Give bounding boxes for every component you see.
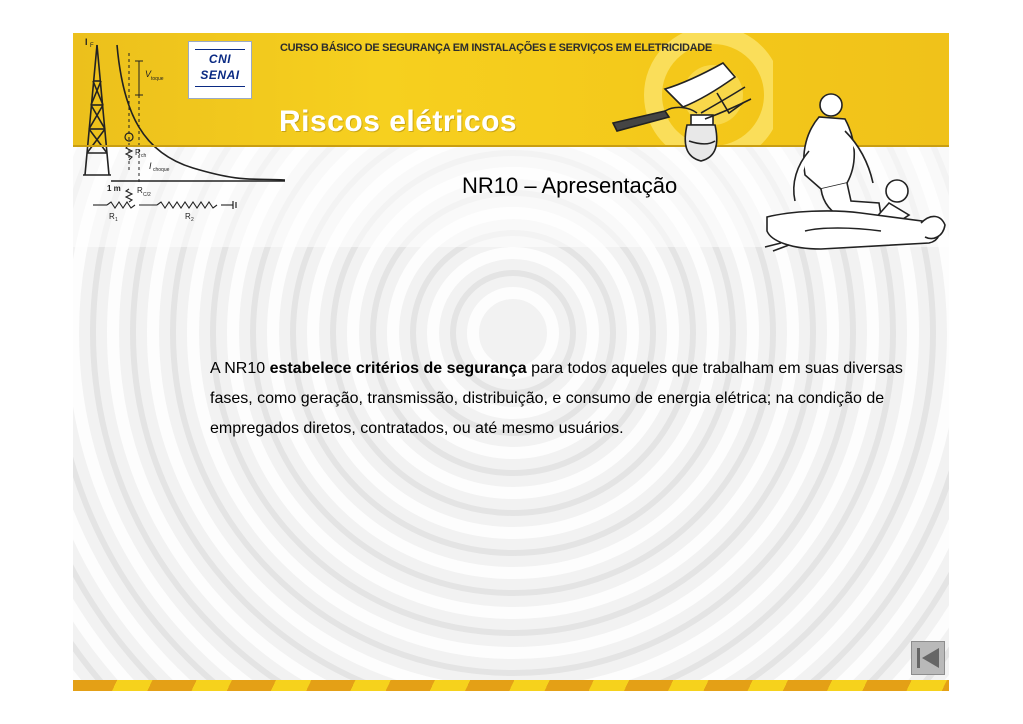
slide <box>73 33 949 691</box>
label-rch-sub: ch <box>141 153 147 159</box>
course-title: CURSO BÁSICO DE SEGURANÇA EM INSTALAÇÕES E SERVIÇOS EM ELETRICIDADE <box>280 42 712 54</box>
label-r1-sub: 1 <box>115 217 118 223</box>
body-text-emphasis: estabelece critérios de segurança <box>269 360 527 377</box>
footer-stripe <box>73 680 949 691</box>
slide-title: NR10 – Apresentação <box>462 173 678 198</box>
label-r2: R <box>185 212 191 221</box>
label-v: V <box>145 69 152 79</box>
logo-cni: CNI <box>208 52 232 66</box>
logo-rule-top <box>195 49 245 50</box>
label-r1: R <box>109 212 115 221</box>
logo-senai: SENAI <box>200 68 240 82</box>
label-v-sub: toque <box>151 76 164 82</box>
cni-senai-logo <box>188 41 252 99</box>
label-r2-sub: 2 <box>191 217 194 223</box>
label-i: I <box>149 161 152 171</box>
logo-rule-bottom <box>195 86 245 87</box>
label-1m: 1 m <box>107 184 121 193</box>
label-if: I <box>85 37 88 47</box>
label-i-sub: choque <box>153 167 170 173</box>
first-aid-illustration <box>761 91 949 257</box>
section-title: Riscos elétricos <box>279 105 518 138</box>
fire-extinguisher-illustration <box>605 53 755 163</box>
label-rch: R <box>135 148 141 157</box>
body-text-intro: A NR10 <box>210 360 270 377</box>
label-if-sub: F <box>90 43 94 49</box>
body-paragraph <box>210 354 910 444</box>
step-voltage-diagram <box>73 33 293 233</box>
label-rc: R <box>137 186 143 195</box>
skip-to-first-icon <box>912 642 944 674</box>
body-text-rest: para todos aqueles que trabalham em suas diversas fases, como geração, transmissão, distribuição, e consumo de energia elétrica; na condição de empregados diretos, contratados, ou até mesmo usuários. <box>210 360 903 437</box>
label-rc-sub: C/2 <box>143 192 151 198</box>
go-to-first-slide-button[interactable] <box>911 641 945 675</box>
